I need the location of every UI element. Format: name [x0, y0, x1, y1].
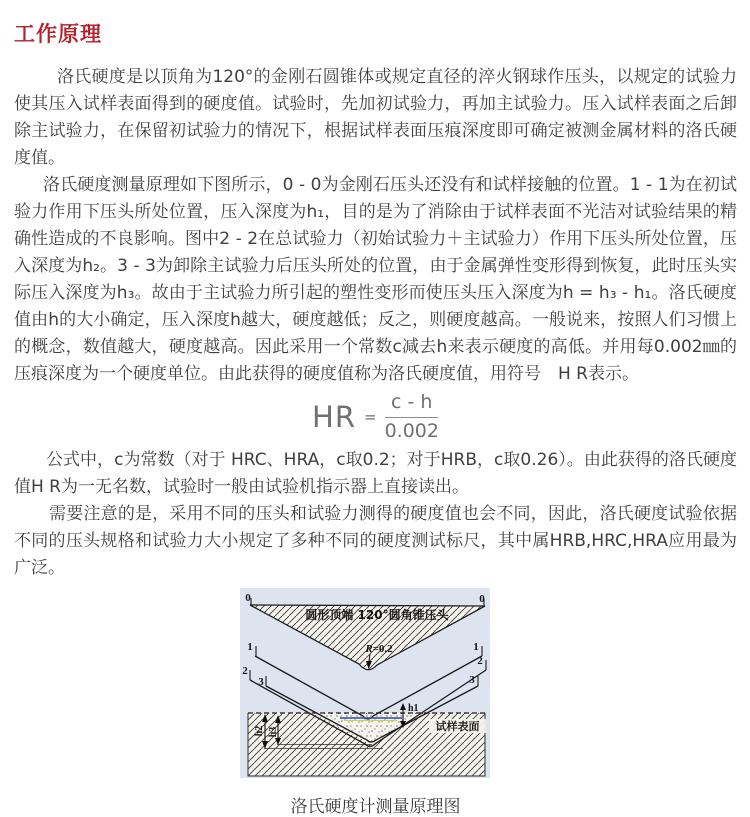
label-3-left: 3	[258, 676, 264, 688]
page-title: 工作原理	[14, 22, 102, 46]
surface-label	[429, 719, 486, 733]
label-0-left: 0	[245, 592, 251, 604]
formula-denominator: 0.002	[384, 419, 439, 442]
label-1-left: 1	[247, 641, 253, 653]
label-2-left: 2	[242, 665, 248, 677]
hardness-formula	[14, 392, 737, 442]
diagram-label-surface: 试样表面	[435, 720, 480, 733]
label-3-right: 3	[469, 674, 475, 686]
diagram-label-h3: h3	[268, 726, 279, 738]
label-2-right: 2	[477, 655, 483, 667]
radius-label-value: =0.2	[372, 643, 393, 655]
principle-diagram	[240, 588, 490, 778]
label-1-right: 1	[473, 641, 479, 653]
diagram-label-h1: h1	[408, 703, 419, 714]
diagram-label-indenter: 圆形顶端 120°圆角锥压头	[305, 608, 449, 622]
formula-fraction	[385, 392, 439, 443]
formula-numerator: c - h	[385, 392, 438, 418]
radius-label-r: R	[365, 643, 373, 655]
paragraph-definition: 洛氏硬度是以顶角为120°的金刚石圆锥体或规定直径的淬火钢球作压头，以规定的试验力使其压入试样表面得到的硬度值。试验时，先加初试验力，再加主试验力。压入试样表面之后卸除主试验力，在保留初试验力的情况下，根据试样表面压痕深度即可确定被测金属材料的洛氏硬度值。	[14, 67, 737, 168]
principle-diagram-svg	[240, 588, 490, 778]
formula-equals: =	[363, 408, 377, 426]
label-0-right: 0	[479, 593, 485, 605]
paragraph-scales: 需要注意的是，采用不同的压头和试验力测得的硬度值也会不同，因此，洛氏硬度试验依据不同的压头规格和试验力大小规定了多种不同的硬度测试标尺，其中属HRB,HRC,HRA应用最为广泛。	[14, 504, 737, 578]
article-page	[0, 18, 750, 817]
formula-lhs: HR	[312, 400, 356, 434]
paragraph-principle: 洛氏硬度测量原理如下图所示，0 - 0为金刚石压头还没有和试样接触的位置。1 - 1为在初试验力作用下压头所处位置，压入深度为h₁，目的是为了消除由于试样表面不光洁对试验结果的精确性造成的不良影响。图中2 - 2在总试验力（初始试验力＋主试验力）作用下压头所处位置，压入深度为h₂。3 - 3为卸除主试验力后压头所处的位置，由于金属弹性变形得到恢复，此时压头实际压入深度为h₃。故由于主试验力所引起的塑性变形而使压头压入深度为h = h₃ - h₁。洛氏硬度值由h的大小确定，压入深度h越大，硬度越低；反之，则硬度越高。一般说来，按照人们习惯上的概念，数值越大，硬度越高。因此采用一个常数c减去h来表示硬度的高低。并用每0.002㎜的压痕深度为一个硬度单位。由此获得的硬度值称为洛氏硬度值，用符号 H R表示。	[14, 175, 737, 384]
svg-text:R=0.2	[364, 643, 393, 655]
figure-caption: 洛氏硬度计测量原理图	[290, 797, 461, 817]
diagram-label-h2: h2	[254, 725, 265, 737]
paragraph-constant: 公式中，c为常数（对于 HRC、HRA，c取0.2；对于HRB，c取0.26）。由此获得的洛氏硬度值H R为一无名数，试验时一般由试验机指示器上直接读出。	[14, 450, 737, 497]
